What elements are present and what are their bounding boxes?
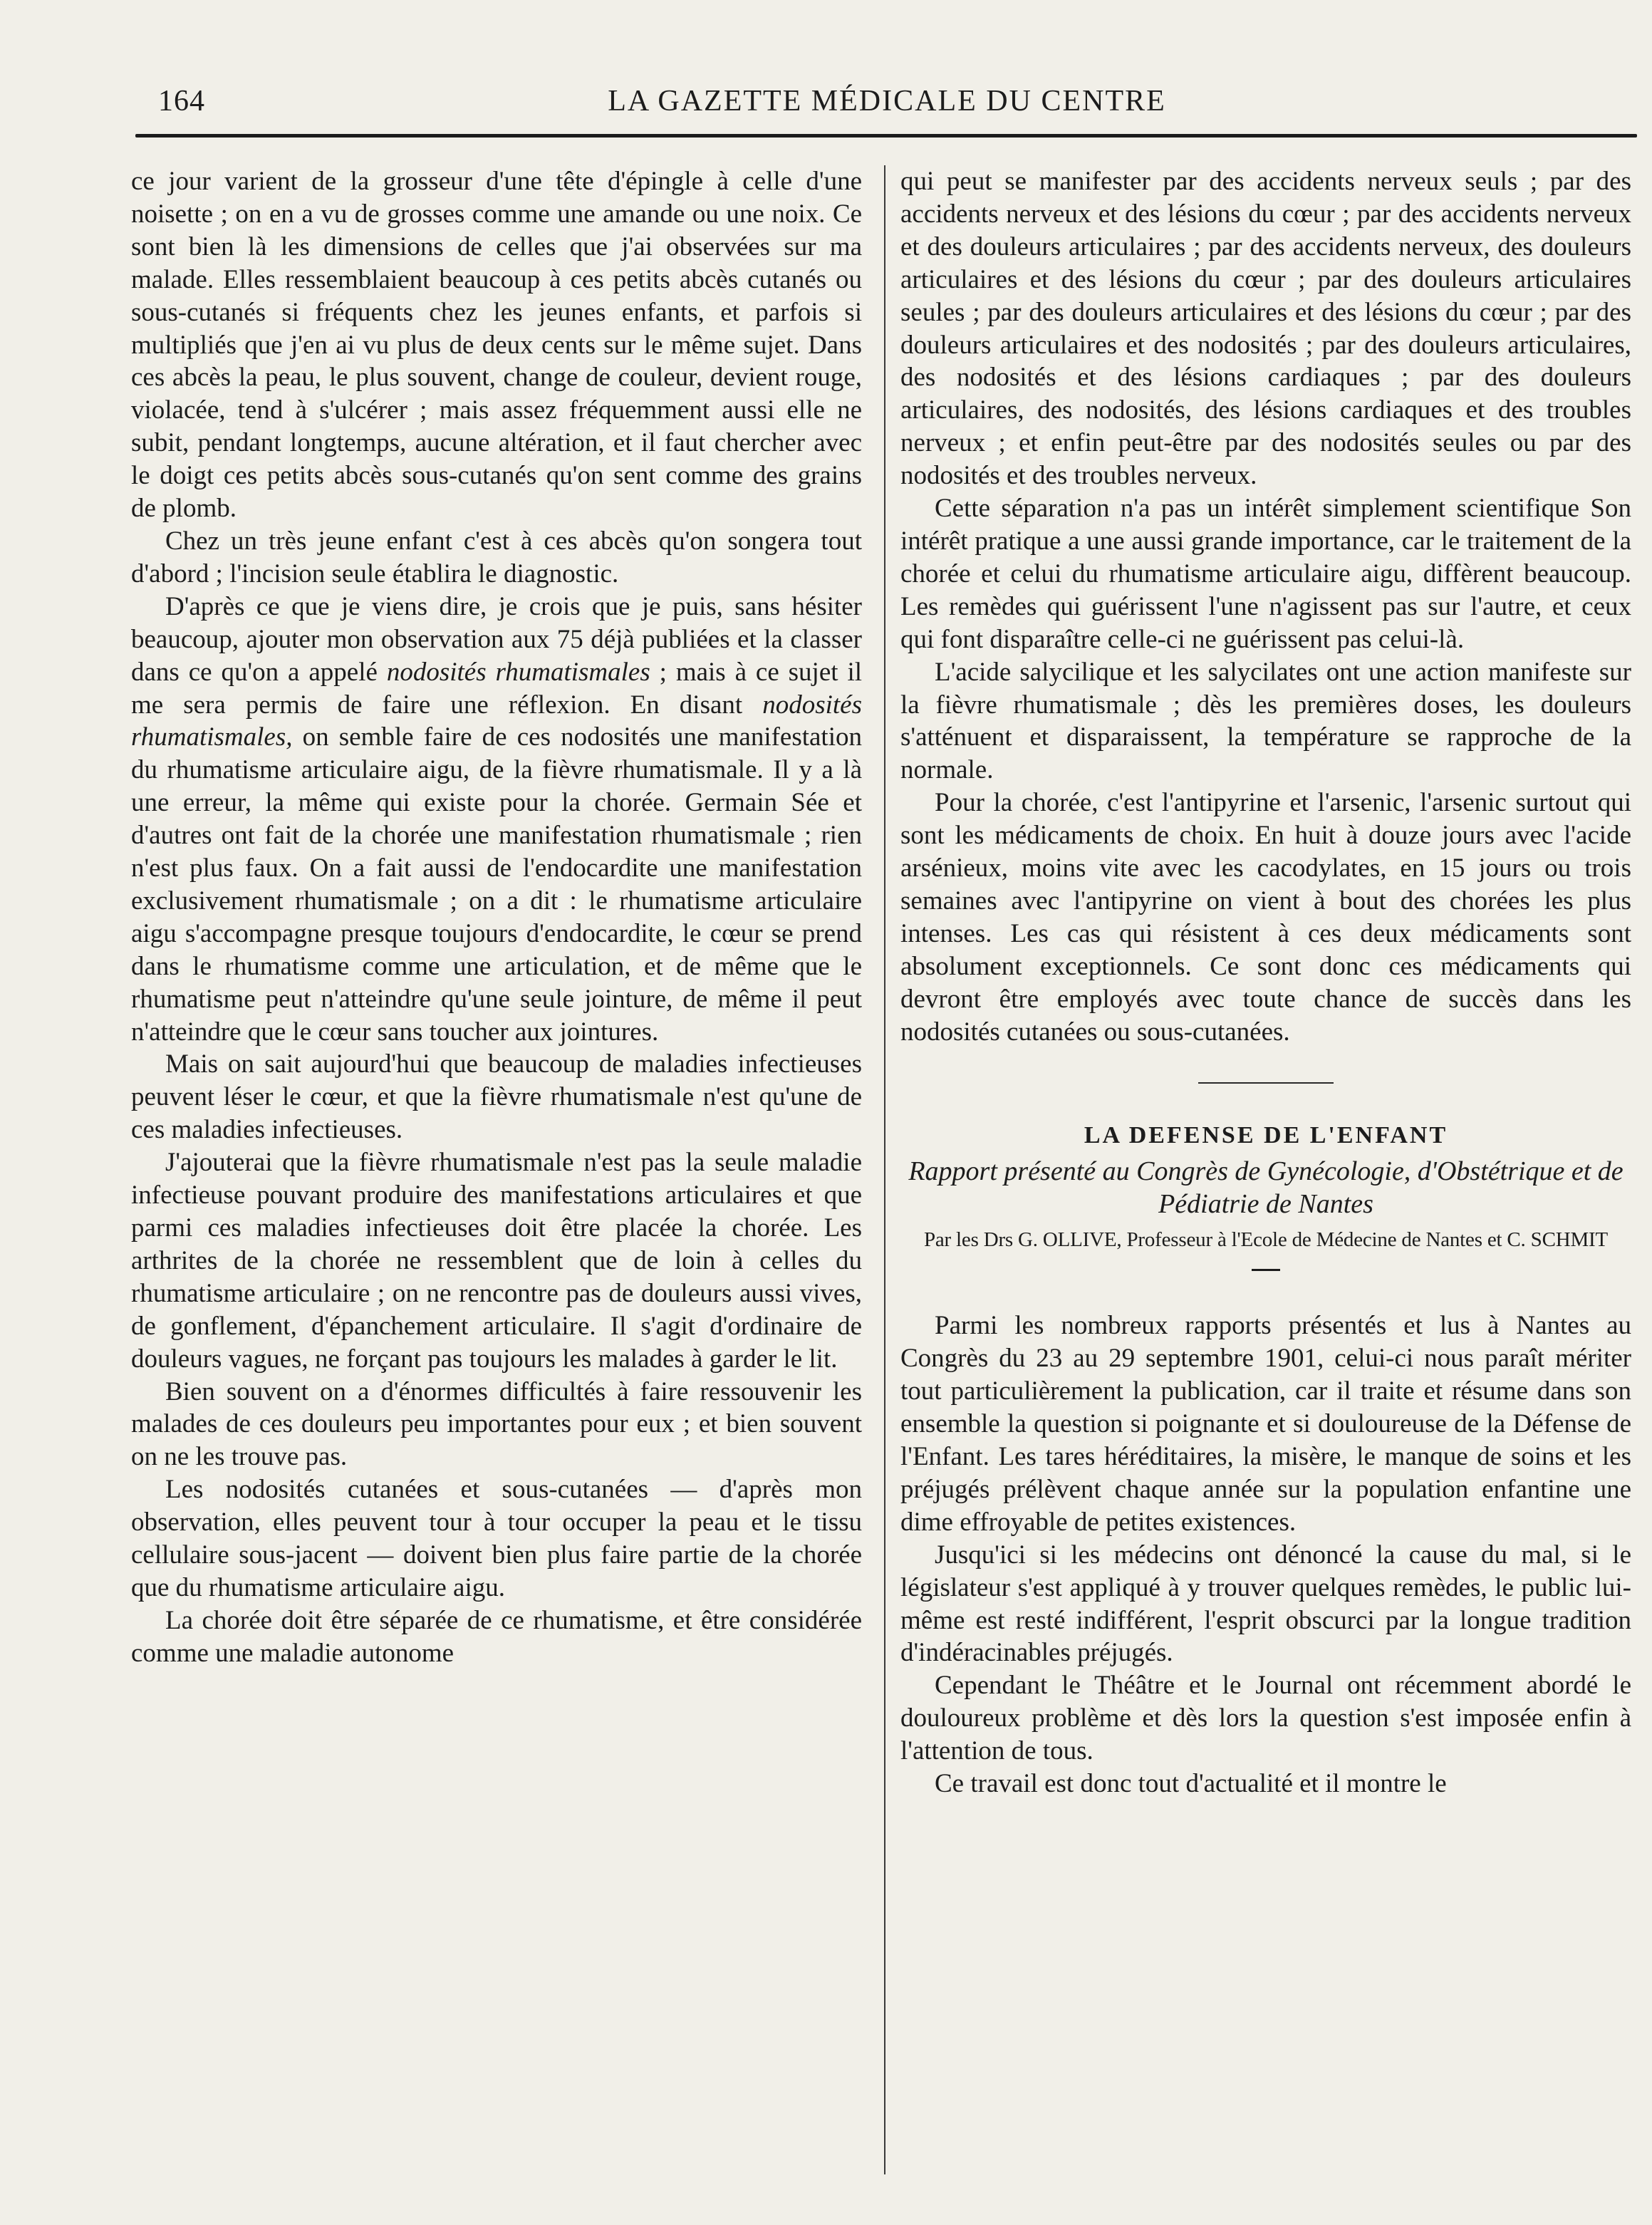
paragraph: Parmi les nombreux rapports présentés et lus à Nantes au Congrès du 23 au 29 septembre 1901, celui-ci nous paraît mériter tout particulièrement la publication, car il traite et résume dans son ensemble la question si poignante et si douloureuse de la Défense de l'Enfant. Les tares héréditaires, la misère, le manque de soins et les préjugés prélèvent chaque année sur la population enfantine une dime effroyable de petites existences.	[900, 1311, 1631, 1537]
paragraph-nodosites	[131, 591, 862, 1049]
paragraph: J'ajouterai que la fièvre rhumatismale n'est pas la seule maladie infectieuse pouvant produire des manifestations articulaires et que parmi ces maladies infectieuses doit être placée la chorée. Les arthrites de la chorée ne ressemblent que de loin à celles du rhumatisme articulaire ; on ne rencontre pas de douleurs aussi vives, de gonflement, d'épanchement articulaire. Il s'agit d'ordinaire de douleurs vagues, ne forçant pas toujours les malades à garder le lit.	[131, 1148, 862, 1374]
paragraph: Ce travail est donc tout d'actualité et il montre le	[935, 1769, 1447, 1799]
paragraph: Bien souvent on a d'énormes difficultés à faire ressouvenir les malades de ces douleurs peu importantes pour eux ; et bien souvent on ne les trouve pas.	[131, 1376, 862, 1472]
section-separator	[1198, 1082, 1334, 1084]
page-header	[135, 77, 1638, 128]
paragraph: La chorée doit être séparée de ce rhumatisme, et être considérée comme une maladie autonome	[131, 1605, 862, 1668]
paragraph: Mais on sait aujourd'hui que beaucoup de maladies infectieuses peuvent léser le cœur, et que la fièvre rhumatismale n'est qu'une de ces maladies infectieuses.	[131, 1049, 862, 1145]
paragraph: Chez un très jeune enfant c'est à ces abcès qu'on songera tout d'abord ; l'incision seule établira le diagnostic.	[131, 526, 862, 588]
text-run: ; mais à ce sujet il me sera permis de faire une réflexion. En disant	[131, 657, 863, 720]
text-run: D'après ce que je viens dire, je crois que je puis, sans hésiter beaucoup, ajouter mon observation aux 75 déjà publiées et la classer dans ce qu'on a appelé	[131, 591, 862, 687]
column-divider	[884, 165, 885, 2174]
paragraph: Cette séparation n'a pas un intérêt simplement scientifique Son intérêt pratique a une aussi grande importance, car le traitement de la chorée et celui du rhumatisme articulaire aigu, diffèrent beaucoup. Les remèdes qui guérissent l'une n'agissent pas sur l'autre, et ceux qui font disparaître celle-ci ne guérissent pas celui-là.	[900, 494, 1631, 654]
paragraph: Pour la chorée, c'est l'antipyrine et l'arsenic, l'arsenic surtout qui sont les médicaments de choix. En huit à douze jours avec l'acide arsénieux, moins vite avec les cacodylates, en 15 jours ou trois semaines avec l'antipyrine on vient à bout des chorées les plus intenses. Les cas qui résistent à ces deux médicaments sont absolument exceptionnels. Ce sont donc ces médicaments qui devront être employés avec toute chance de succès dans les nodosités cutanées ou sous-cutanées.	[900, 788, 1631, 1047]
paragraph: Les nodosités cutanées et sous-cutanées — d'après mon observation, elles peuvent tour à tour occuper la peau et le tissu cellulaire sous-jacent — doivent bien plus faire partie de la chorée que du rhumatisme articulaire aigu.	[131, 1475, 862, 1602]
page-number: 164	[158, 85, 205, 118]
article-authors: Par les Drs G. OLLIVE, Professeur à l'Ecole de Médecine de Nantes et C. SCHMIT	[923, 1228, 1609, 1252]
italic-term: nodosités rhumatismales	[386, 657, 650, 687]
paragraph: qui peut se manifester par des accidents nerveux seuls ; par des accidents nerveux et des lésions du cœur ; par des accidents nerveux et des douleurs articulaires ; par des accidents nerveux, des douleurs articulaires et des lésions du cœur ; par des douleurs articulaires seules ; par des douleurs articulaires et des lésions du cœur ; par des douleurs articulaires et des nodosités ; par des douleurs articulaires, des nodosités et des lésions cardiaques ; par des douleurs articulaires, des nodosités, des lésions cardiaques et des troubles nerveux ; et enfin peut-être par des nodosités seules ou par des nodosités et des troubles nerveux.	[900, 167, 1631, 491]
right-column	[900, 165, 1631, 2203]
text-run: on semble faire de ces nodosités une manifestation du rhumatisme articulaire aigu, de la fièvre rhumatismale. Il y a là une erreur, la même qui existe pour la chorée. Germain Sée et d'autres ont fait de la chorée une manifestation rhumatismale ; rien n'est plus faux. On a fait aussi de l'endocardite une manifestation exclusivement rhumatismale ; on a dit : le rhumatisme articulaire aigu s'accompagne presque toujours d'endocardite, le cœur se prend dans le rhumatisme comme une articulation, et de même que le rhumatisme peut n'atteindre qu'une seule jointure, de même il peut n'atteindre que le cœur sans toucher aux jointures.	[131, 722, 862, 1047]
article-title: LA DEFENSE DE L'ENFANT	[1084, 1122, 1448, 1149]
paragraph: Jusqu'ici si les médecins ont dénoncé la cause du mal, si le législateur s'est appliqué à y trouver quelques remèdes, le public lui-même est resté indifférent, l'esprit obscurci par la longue tradition d'indéracinables préjugés.	[900, 1540, 1631, 1668]
header-rule	[135, 134, 1637, 138]
paragraph: Cependant le Théâtre et le Journal ont récemment abordé le douloureux problème et dès lors la question s'est imposée enfin à l'attention de tous.	[900, 1671, 1631, 1766]
paragraph: ce jour varient de la grosseur d'une tête d'épingle à celle d'une noisette ; on en a vu de grosses comme une amande ou une noix. Ce sont bien là les dimensions de celles que j'ai observées sur ma malade. Elles ressemblaient beaucoup à ces petits abcès cutanés ou sous-cutanés si fréquents chez les jeunes enfants, et parfois si multipliés que j'en ai vu plus de deux cents sur le même sujet. Dans ces abcès la peau, le plus souvent, change de couleur, devient rouge, violacée, tend à s'ulcérer ; mais assez fréquemment aussi elle ne subit, pendant longtemps, aucune altération, et il faut chercher avec le doigt ces petits abcès sous-cutanés qu'on sent comme des grains de plomb.	[131, 167, 862, 524]
title-dash	[1252, 1269, 1280, 1271]
journal-title: LA GAZETTE MÉDICALE DU CENTRE	[608, 85, 1166, 118]
left-column	[131, 165, 862, 2203]
italic-term: nodosités rhumatismales,	[131, 690, 862, 752]
paragraph: L'acide salycilique et les salycilates ont une action manifeste sur la fièvre rhumatismale ; dès les premières doses, les douleurs s'atténuent et disparaissent, la température se rapproche de la normale.	[900, 657, 1631, 785]
article-subtitle: Rapport présenté au Congrès de Gynécologie, d'Obstétrique et de Pédiatrie de Nantes	[908, 1156, 1624, 1220]
